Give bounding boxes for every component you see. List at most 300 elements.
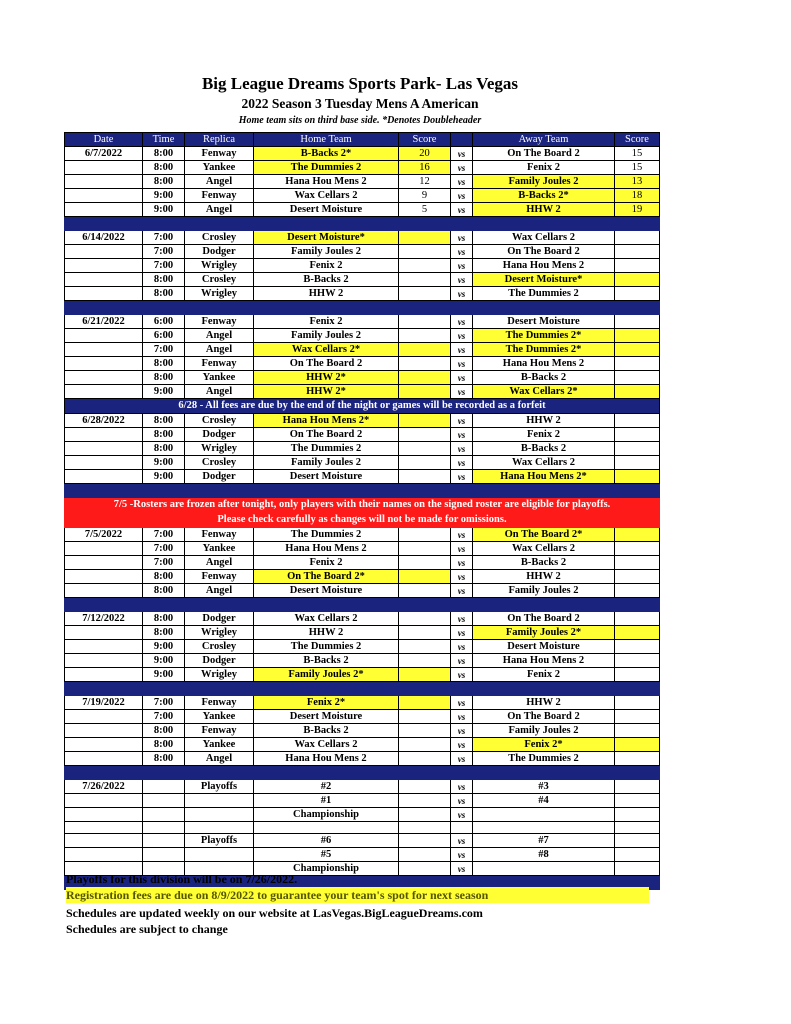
home-score: 16	[399, 161, 451, 175]
game-time: 6:00	[143, 315, 185, 329]
home-score	[399, 273, 451, 287]
game-time: 7:00	[143, 710, 185, 724]
table-header-row	[65, 133, 660, 147]
game-date	[65, 456, 143, 470]
away-score	[615, 668, 660, 682]
home-score	[399, 442, 451, 456]
home-score	[399, 428, 451, 442]
game-date	[65, 175, 143, 189]
home-team: On The Board 2	[254, 428, 399, 442]
table-row	[65, 385, 660, 399]
game-date: 6/14/2022	[65, 231, 143, 245]
away-team: Fenix 2*	[473, 738, 615, 752]
field-name: Dodger	[185, 245, 254, 259]
spacer-cell	[65, 822, 143, 834]
table-row	[65, 542, 660, 556]
roster-alert-row	[65, 498, 660, 513]
away-team: HHW 2	[473, 570, 615, 584]
game-date: 7/19/2022	[65, 696, 143, 710]
game-time: 9:00	[143, 470, 185, 484]
away-team: Family Joules 2	[473, 584, 615, 598]
vs-label: vs	[451, 528, 473, 542]
game-time: 9:00	[143, 640, 185, 654]
away-score	[615, 710, 660, 724]
table-row	[65, 528, 660, 542]
game-time: 8:00	[143, 752, 185, 766]
vs-label: vs	[451, 470, 473, 484]
home-team: #5	[254, 848, 399, 862]
game-time: 7:00	[143, 231, 185, 245]
game-date	[65, 203, 143, 217]
home-team-note: Home team sits on third base side. *Denotes Doubleheader	[238, 115, 482, 126]
spacer-cell	[399, 822, 451, 834]
vs-label: vs	[451, 542, 473, 556]
field-name: Fenway	[185, 696, 254, 710]
home-team: Wax Cellars 2*	[254, 343, 399, 357]
table-row	[65, 626, 660, 640]
table-row	[65, 612, 660, 626]
away-team: Hana Hou Mens 2	[473, 654, 615, 668]
away-score	[615, 640, 660, 654]
game-date	[65, 329, 143, 343]
separator-cell	[65, 301, 660, 315]
column-header: Date	[65, 133, 143, 147]
table-row	[65, 556, 660, 570]
table-row	[65, 357, 660, 371]
table-row	[65, 584, 660, 598]
home-score	[399, 654, 451, 668]
home-team: Wax Cellars 2	[254, 189, 399, 203]
field-name: Angel	[185, 329, 254, 343]
away-score	[615, 442, 660, 456]
field-name: Wrigley	[185, 442, 254, 456]
vs-label: vs	[451, 696, 473, 710]
table-row	[65, 808, 660, 822]
page-title: Big League Dreams Sports Park- Las Vegas	[201, 74, 519, 93]
game-date	[65, 724, 143, 738]
schedule-body	[65, 147, 660, 890]
game-time: 9:00	[143, 456, 185, 470]
home-team: Hana Hou Mens 2	[254, 175, 399, 189]
field-name: Crosley	[185, 273, 254, 287]
field-name: Dodger	[185, 428, 254, 442]
home-score	[399, 584, 451, 598]
away-team: Hana Hou Mens 2*	[473, 470, 615, 484]
game-time	[143, 808, 185, 822]
vs-label: vs	[451, 385, 473, 399]
away-team: Wax Cellars 2	[473, 542, 615, 556]
field-name: Fenway	[185, 724, 254, 738]
home-score	[399, 329, 451, 343]
field-name: Angel	[185, 175, 254, 189]
home-team: Family Joules 2	[254, 456, 399, 470]
home-team: Fenix 2	[254, 556, 399, 570]
vs-label: vs	[451, 794, 473, 808]
away-score	[615, 371, 660, 385]
vs-label: vs	[451, 612, 473, 626]
spacer-cell	[254, 822, 399, 834]
game-date	[65, 626, 143, 640]
away-team: On The Board 2	[473, 245, 615, 259]
table-row	[65, 668, 660, 682]
home-team: HHW 2	[254, 626, 399, 640]
column-header: Away Team	[473, 133, 615, 147]
vs-label: vs	[451, 273, 473, 287]
game-time: 9:00	[143, 189, 185, 203]
fee-notice: 6/28 - All fees are due by the end of the night or games will be recorded as a forfeit	[65, 399, 660, 414]
vs-label: vs	[451, 343, 473, 357]
game-date	[65, 189, 143, 203]
table-row	[65, 456, 660, 470]
away-score	[615, 315, 660, 329]
home-score	[399, 724, 451, 738]
away-team: B-Backs 2	[473, 371, 615, 385]
field-name: Angel	[185, 343, 254, 357]
home-team: B-Backs 2	[254, 654, 399, 668]
week-separator	[65, 484, 660, 498]
field-name: Fenway	[185, 570, 254, 584]
game-date	[65, 752, 143, 766]
registration-note: Registration fees are due on 8/9/2022 to guarantee your team's spot for next season	[66, 887, 649, 903]
vs-label: vs	[451, 456, 473, 470]
field-name: Fenway	[185, 315, 254, 329]
away-team: HHW 2	[473, 696, 615, 710]
game-date	[65, 442, 143, 456]
home-team: The Dummies 2	[254, 161, 399, 175]
table-row	[65, 654, 660, 668]
home-team: #6	[254, 834, 399, 848]
game-time: 8:00	[143, 273, 185, 287]
table-row	[65, 834, 660, 848]
home-score	[399, 626, 451, 640]
game-date	[65, 287, 143, 301]
home-team: Family Joules 2*	[254, 668, 399, 682]
column-header: Score	[399, 133, 451, 147]
game-time	[143, 834, 185, 848]
table-row	[65, 752, 660, 766]
game-date	[65, 570, 143, 584]
away-score: 13	[615, 175, 660, 189]
field-name: Dodger	[185, 470, 254, 484]
away-score: 15	[615, 147, 660, 161]
away-score	[615, 428, 660, 442]
fee-notice-row	[65, 399, 660, 414]
away-team: On The Board 2	[473, 147, 615, 161]
away-score	[615, 862, 660, 876]
away-team: Desert Moisture	[473, 315, 615, 329]
field-name	[185, 794, 254, 808]
home-team: Fenix 2*	[254, 696, 399, 710]
vs-label: vs	[451, 357, 473, 371]
vs-label: vs	[451, 668, 473, 682]
home-team: Family Joules 2	[254, 329, 399, 343]
week-separator	[65, 301, 660, 315]
home-team: #2	[254, 780, 399, 794]
away-team: Desert Moisture*	[473, 273, 615, 287]
home-score	[399, 528, 451, 542]
field-name: Playoffs	[185, 834, 254, 848]
game-date	[65, 343, 143, 357]
vs-label: vs	[451, 245, 473, 259]
home-score	[399, 556, 451, 570]
game-date	[65, 542, 143, 556]
home-team: The Dummies 2	[254, 528, 399, 542]
game-time: 7:00	[143, 542, 185, 556]
away-score	[615, 245, 660, 259]
game-time: 8:00	[143, 442, 185, 456]
away-score	[615, 343, 660, 357]
field-name: Wrigley	[185, 668, 254, 682]
field-name	[185, 808, 254, 822]
table-row	[65, 329, 660, 343]
away-score	[615, 357, 660, 371]
away-team: Desert Moisture	[473, 640, 615, 654]
game-time: 8:00	[143, 161, 185, 175]
vs-label: vs	[451, 570, 473, 584]
field-name: Wrigley	[185, 259, 254, 273]
game-time: 6:00	[143, 329, 185, 343]
away-team: B-Backs 2*	[473, 189, 615, 203]
table-row	[65, 414, 660, 428]
home-score	[399, 456, 451, 470]
vs-label: vs	[451, 428, 473, 442]
game-date	[65, 259, 143, 273]
away-score	[615, 752, 660, 766]
away-team: #8	[473, 848, 615, 862]
home-score	[399, 414, 451, 428]
home-score	[399, 738, 451, 752]
game-time: 7:00	[143, 528, 185, 542]
away-score	[615, 542, 660, 556]
home-score	[399, 862, 451, 876]
separator-cell	[65, 682, 660, 696]
home-score	[399, 794, 451, 808]
away-score	[615, 470, 660, 484]
vs-label: vs	[451, 834, 473, 848]
home-score	[399, 710, 451, 724]
vs-label: vs	[451, 626, 473, 640]
away-team: #7	[473, 834, 615, 848]
away-team: On The Board 2	[473, 612, 615, 626]
home-team: B-Backs 2	[254, 273, 399, 287]
home-score: 5	[399, 203, 451, 217]
table-row	[65, 203, 660, 217]
week-separator	[65, 682, 660, 696]
home-score	[399, 808, 451, 822]
away-score	[615, 570, 660, 584]
away-score	[615, 724, 660, 738]
game-time: 7:00	[143, 343, 185, 357]
game-time: 8:00	[143, 612, 185, 626]
field-name: Crosley	[185, 231, 254, 245]
away-team: B-Backs 2	[473, 442, 615, 456]
home-score	[399, 834, 451, 848]
home-team: Desert Moisture	[254, 203, 399, 217]
table-row	[65, 794, 660, 808]
home-score	[399, 612, 451, 626]
table-row	[65, 231, 660, 245]
home-score	[399, 542, 451, 556]
home-score	[399, 287, 451, 301]
table-row	[65, 738, 660, 752]
home-score: 12	[399, 175, 451, 189]
home-score	[399, 385, 451, 399]
week-separator	[65, 598, 660, 612]
home-score	[399, 470, 451, 484]
game-date: 7/12/2022	[65, 612, 143, 626]
field-name: Crosley	[185, 640, 254, 654]
away-score	[615, 834, 660, 848]
away-team: Hana Hou Mens 2	[473, 357, 615, 371]
field-name: Fenway	[185, 357, 254, 371]
game-time: 7:00	[143, 259, 185, 273]
away-team	[473, 808, 615, 822]
home-score	[399, 371, 451, 385]
game-date	[65, 385, 143, 399]
column-header: Home Team	[254, 133, 399, 147]
home-team: Fenix 2	[254, 315, 399, 329]
vs-label: vs	[451, 147, 473, 161]
away-score	[615, 584, 660, 598]
home-score	[399, 245, 451, 259]
table-row	[65, 442, 660, 456]
vs-label: vs	[451, 414, 473, 428]
game-date	[65, 161, 143, 175]
away-score	[615, 738, 660, 752]
game-date	[65, 710, 143, 724]
home-team: B-Backs 2*	[254, 147, 399, 161]
table-row	[65, 428, 660, 442]
game-time	[143, 794, 185, 808]
away-team: HHW 2	[473, 414, 615, 428]
table-row	[65, 570, 660, 584]
field-name: Dodger	[185, 654, 254, 668]
game-time: 8:00	[143, 626, 185, 640]
home-team: On The Board 2*	[254, 570, 399, 584]
away-score	[615, 626, 660, 640]
away-team: Wax Cellars 2	[473, 231, 615, 245]
game-time: 8:00	[143, 724, 185, 738]
table-row	[65, 175, 660, 189]
game-time: 8:00	[143, 584, 185, 598]
away-score	[615, 696, 660, 710]
game-time: 9:00	[143, 203, 185, 217]
table-row	[65, 371, 660, 385]
home-team: Hana Hou Mens 2	[254, 752, 399, 766]
spacer-cell	[143, 822, 185, 834]
away-score	[615, 385, 660, 399]
table-row	[65, 315, 660, 329]
game-date: 6/7/2022	[65, 147, 143, 161]
table-row	[65, 710, 660, 724]
field-name: Yankee	[185, 542, 254, 556]
field-name: Angel	[185, 385, 254, 399]
game-time: 7:00	[143, 696, 185, 710]
away-score	[615, 654, 660, 668]
separator-cell	[65, 217, 660, 231]
away-score: 19	[615, 203, 660, 217]
home-score	[399, 259, 451, 273]
spacer-row	[65, 822, 660, 834]
column-header	[451, 133, 473, 147]
away-team: #4	[473, 794, 615, 808]
column-header: Score	[615, 133, 660, 147]
table-row	[65, 696, 660, 710]
away-score	[615, 414, 660, 428]
spacer-cell	[473, 822, 615, 834]
table-row	[65, 147, 660, 161]
week-separator	[65, 766, 660, 780]
home-score	[399, 752, 451, 766]
game-date	[65, 668, 143, 682]
game-time	[143, 780, 185, 794]
home-team: B-Backs 2	[254, 724, 399, 738]
home-team: HHW 2*	[254, 371, 399, 385]
vs-label: vs	[451, 231, 473, 245]
home-score	[399, 570, 451, 584]
table-row	[65, 343, 660, 357]
game-time: 7:00	[143, 556, 185, 570]
game-time	[143, 848, 185, 862]
vs-label: vs	[451, 724, 473, 738]
vs-label: vs	[451, 161, 473, 175]
separator-cell	[65, 598, 660, 612]
change-note: Schedules are subject to change	[66, 922, 228, 936]
game-time: 8:00	[143, 414, 185, 428]
vs-label: vs	[451, 329, 473, 343]
vs-label: vs	[451, 752, 473, 766]
table-row	[65, 640, 660, 654]
field-name: Playoffs	[185, 780, 254, 794]
field-name: Yankee	[185, 161, 254, 175]
table-row	[65, 780, 660, 794]
game-time: 9:00	[143, 654, 185, 668]
separator-cell	[65, 484, 660, 498]
home-team: Desert Moisture	[254, 710, 399, 724]
home-score	[399, 343, 451, 357]
game-time: 9:00	[143, 385, 185, 399]
field-name: Wrigley	[185, 626, 254, 640]
away-team: The Dummies 2	[473, 752, 615, 766]
away-score	[615, 259, 660, 273]
away-team: The Dummies 2*	[473, 343, 615, 357]
away-team: B-Backs 2	[473, 556, 615, 570]
home-team: Championship	[254, 862, 399, 876]
vs-label: vs	[451, 640, 473, 654]
table-row	[65, 287, 660, 301]
table-row	[65, 259, 660, 273]
game-time: 8:00	[143, 428, 185, 442]
home-team: HHW 2*	[254, 385, 399, 399]
game-date	[65, 273, 143, 287]
home-team: Hana Hou Mens 2	[254, 542, 399, 556]
field-name: Yankee	[185, 738, 254, 752]
home-team: #1	[254, 794, 399, 808]
vs-label: vs	[451, 738, 473, 752]
game-date	[65, 470, 143, 484]
vs-label: vs	[451, 259, 473, 273]
field-name: Yankee	[185, 371, 254, 385]
game-time: 7:00	[143, 245, 185, 259]
vs-label: vs	[451, 808, 473, 822]
field-name: Crosley	[185, 414, 254, 428]
away-team: Fenix 2	[473, 161, 615, 175]
home-score	[399, 848, 451, 862]
table-row	[65, 724, 660, 738]
playoffs-note: Playoffs for this division will be on 7/26/2022.	[66, 872, 298, 886]
home-score	[399, 357, 451, 371]
game-date	[65, 834, 143, 848]
